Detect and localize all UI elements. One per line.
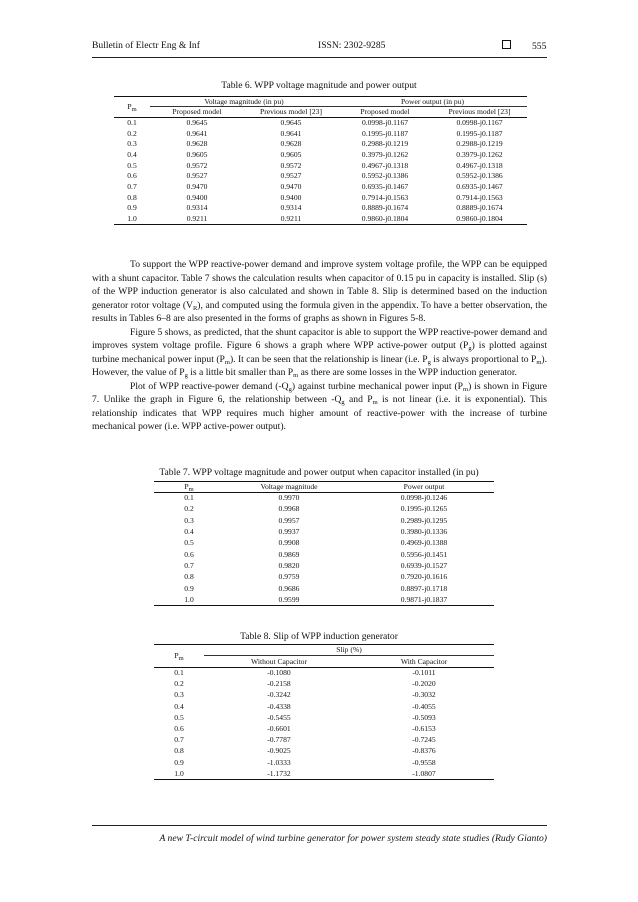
paragraph-1: To support the WPP reactive-power demand and improve system voltage profile, the WPP can be equipped with a shunt capacitor. Table 7 shows the calculation results when capacitor of 0.15 pu in capacity is installed. Slip (s) of the WPP induction generator is also calculated and shown in Table 8. Slip is determined based on the induction generator rotor voltage $(V_R)$, and computed using the formula given in the appendix. To have a better observation, the results in Tables 6–8 are also presented in the forms of graphs as shown in Figures 5-8.	[92, 259, 547, 324]
table6-row	[114, 139, 527, 150]
table8-cell: -0.7245	[412, 735, 436, 745]
table6-cell: 0.0998-j0.1167	[361, 118, 409, 128]
table6-cell: 0.9641	[186, 128, 208, 138]
table6	[114, 96, 527, 225]
table8-cell: -0.4055	[412, 701, 436, 711]
table7-cell: 0.9970	[278, 493, 300, 503]
table8-cell: -0.6601	[267, 724, 291, 734]
table8-pm-header: $P_m$	[154, 645, 204, 668]
table8-row	[154, 712, 494, 723]
table7-cell: 0.9599	[278, 594, 300, 604]
table8-cell: 0.2	[174, 679, 184, 689]
table7-cell: 0.9759	[278, 572, 300, 582]
table6-cell: 0.8889-j0.1674	[361, 203, 409, 213]
table8-subheader: Without Capacitor	[251, 656, 307, 666]
table8-row	[154, 757, 494, 768]
table7-cell: 0.6	[184, 549, 194, 559]
table6-cell: 0.9572	[186, 160, 208, 170]
table6-cell: 0.4967-j0.1318	[361, 160, 409, 170]
table6-cell: 0.5952-j0.1386	[456, 171, 503, 181]
table8-cell: -0.4338	[267, 701, 291, 711]
table8-subheader: With Capacitor	[400, 656, 448, 666]
table8-caption: Table 8. Slip of WPP induction generator	[240, 631, 398, 642]
table7-cell: 0.9957	[278, 515, 300, 525]
table6-cell: 0.0998-j0.1167	[456, 118, 503, 128]
table7-caption: Table 7. WPP voltage magnitude and power output when capacitor installed (in pu)	[159, 467, 479, 478]
table7-cell: 1.0	[184, 594, 194, 604]
table8-cell: -0.1080	[267, 668, 291, 678]
table6-cell: 0.9400	[280, 192, 302, 202]
table6-power-group: Power output (in pu)	[338, 97, 527, 107]
table7-row	[154, 560, 494, 571]
table6-pm-header: $P_m$	[114, 97, 150, 118]
table7-cell: 0.9937	[278, 527, 300, 537]
header-rule	[92, 57, 547, 58]
table7-cell: 0.1995-j0.1265	[400, 504, 448, 514]
table7-cell: 0.6939-j0.1527	[400, 560, 448, 570]
table7-cell: 0.9869	[278, 549, 300, 559]
table6-cell: 0.4967-j0.1318	[456, 160, 503, 170]
paragraph-3: Plot of WPP reactive-power demand $(-Q_g)$ against turbine mechanical power input $(P_m)$ is shown in Figure 7. Unlike the graph in Figure 6, the relationship between $-Q_g$ and $P_m$ is not linear (i.e. it is exponential). This relationship indicates that WPP requires much higher amount of reactive-power with the increase of turbine mechanical power (i.e. WPP active-power output).	[92, 380, 548, 432]
table8-row	[154, 690, 494, 701]
table8-cell: -0.8376	[412, 746, 436, 756]
table6-cell: 0.9211	[280, 213, 302, 223]
table6-cell: 0.9314	[186, 203, 208, 213]
table6-subheader: Proposed model	[360, 107, 410, 117]
table6-cell: 0.7914-j0.1563	[456, 192, 503, 202]
table8-cell: 0.9	[174, 757, 184, 767]
table8-row	[154, 723, 494, 734]
table8-row	[154, 768, 494, 779]
table6-cell: 0.1	[127, 118, 137, 128]
table7-cell: 0.7920-j0.1616	[400, 572, 448, 582]
table7-cell: 0.8	[184, 572, 194, 582]
table6-cell: 0.9527	[280, 171, 302, 181]
table6-row	[114, 214, 527, 225]
table6-cell: 0.8	[127, 192, 137, 202]
table8-cell: 0.8	[174, 746, 184, 756]
table6-cell: 0.9645	[280, 118, 302, 128]
table6-cell: 0.9860-j0.1804	[456, 213, 503, 223]
table7-cell: 0.9968	[278, 504, 300, 514]
table7-cell: 0.9686	[278, 583, 300, 593]
table8-row	[154, 735, 494, 746]
table8-row	[154, 668, 494, 679]
table8-cell: -0.6153	[412, 724, 436, 734]
table7-cell: 0.3980-j0.1336	[400, 527, 448, 537]
table6-row	[114, 203, 527, 214]
table8-cell: 1.0	[174, 768, 184, 778]
table7-cell: 0.0998-j0.1246	[400, 493, 448, 503]
table7-row	[154, 515, 494, 526]
table8-cell: 0.4	[174, 701, 184, 711]
table6-cell: 0.9	[127, 203, 137, 213]
table6-cell: 0.2988-j0.1219	[456, 139, 503, 149]
table8-cell: -1.0333	[267, 757, 291, 767]
table6-cell: 0.9470	[186, 181, 208, 191]
table6-cell: 0.3979-j0.1262	[361, 149, 409, 159]
table6-cell: 1.0	[127, 213, 137, 223]
table6-caption: Table 6. WPP voltage magnitude and power output	[221, 80, 417, 91]
table6-cell: 0.9645	[186, 118, 208, 128]
table8-row	[154, 746, 494, 757]
table6-cell: 0.6	[127, 171, 137, 181]
table6-cell: 0.9860-j0.1804	[361, 213, 409, 223]
table6-cell: 0.8889-j0.1674	[456, 203, 503, 213]
page-number-block	[502, 40, 546, 52]
table7-pm-header: $P_m$	[184, 482, 194, 494]
issn: ISSN: 2302-9285	[318, 40, 386, 51]
table7-row	[154, 583, 494, 594]
table7-row	[154, 549, 494, 560]
table6-cell: 0.3	[127, 139, 137, 149]
running-footer: A new T-circuit model of wind turbine generator for power system steady state studies (Rudy Gianto)	[159, 833, 547, 844]
table8-row	[154, 679, 494, 690]
table6-cell: 0.9628	[280, 139, 302, 149]
table6-subheader: Previous model [23]	[259, 107, 322, 117]
table6-subheader: Previous model [23]	[448, 107, 511, 117]
table6-row	[114, 150, 527, 161]
table6-cell: 0.9641	[280, 128, 302, 138]
table8	[154, 644, 494, 780]
table6-row	[114, 128, 527, 139]
table7-cell: 0.5956-j0.1451	[400, 549, 448, 559]
table7-cell: 0.4969-j0.1388	[400, 538, 448, 548]
table6-row	[114, 171, 527, 182]
table6-cell: 0.9527	[186, 171, 208, 181]
table8-cell: -0.2020	[412, 679, 436, 689]
table6-cell: 0.2	[127, 128, 137, 138]
table7-cell: 0.1	[184, 493, 194, 503]
table7-row	[154, 594, 494, 605]
table6-cell: 0.5	[127, 160, 137, 170]
table6-cell: 0.5952-j0.1386	[361, 171, 409, 181]
table7-cell: 0.8897-j0.1718	[400, 583, 448, 593]
table6-cell: 0.6935-j0.1467	[361, 181, 409, 191]
table8-cell: 0.6	[174, 724, 184, 734]
table6-cell: 0.6935-j0.1467	[456, 181, 503, 191]
table8-cell: -0.7787	[267, 735, 291, 745]
table6-cell: 0.9628	[186, 139, 208, 149]
table7-cell: 0.2	[184, 504, 194, 514]
table8-cell: 0.3	[174, 690, 184, 700]
table7-cell: 0.4	[184, 527, 194, 537]
page-number: 555	[532, 41, 547, 52]
table8-cell: -0.5093	[412, 712, 436, 722]
table8-row	[154, 701, 494, 712]
table6-subheader: Proposed model	[172, 107, 222, 117]
table7-row	[154, 504, 494, 515]
table8-cell: -0.2158	[267, 679, 291, 689]
table6-row	[114, 182, 527, 193]
table8-cell: -1.1732	[267, 768, 291, 778]
table8-cell: -1.0807	[412, 768, 436, 778]
running-header	[0, 40, 638, 54]
footer-rule	[92, 825, 547, 826]
table6-cell: 0.2988-j0.1219	[361, 139, 409, 149]
table7-cell: 0.3	[184, 515, 194, 525]
table7-cell: 0.5	[184, 538, 194, 548]
table6-cell: 0.9400	[186, 192, 208, 202]
table7-row	[154, 526, 494, 537]
table8-cell: -0.3032	[412, 690, 436, 700]
table8-cell: -0.3242	[267, 690, 291, 700]
table8-cell: -0.1011	[412, 668, 436, 678]
table7-row	[154, 493, 494, 504]
table7-cell: 0.9908	[278, 538, 300, 548]
table8-cell: -0.5455	[267, 712, 291, 722]
table6-cell: 0.9605	[280, 149, 302, 159]
paragraph-2: Figure 5 shows, as predicted, that the shunt capacitor is able to support the WPP reactive-power demand and improves system voltage profile. Figure 6 shows a graph where WPP active-power output $(P_g)$ is plotted against turbine mechanical power input $(P_m)$. It can be seen that the relationship is linear (i.e. $P_g$ is always proportional to $P_m$). However, the value of $P_g$ is a little bit smaller than $P_m$ as there are some losses in the WPP induction generator.	[92, 326, 548, 379]
checkbox-square-icon	[502, 40, 511, 49]
table6-voltage-group: Voltage magnitude (in pu)	[150, 97, 338, 107]
table8-cell: 0.7	[174, 735, 184, 745]
table8-cell: -0.9558	[412, 757, 436, 767]
table7-cell: 0.2989-j0.1295	[400, 515, 448, 525]
table7-row	[154, 572, 494, 583]
table6-row	[114, 160, 527, 171]
table6-cell: 0.3979-j0.1262	[456, 149, 503, 159]
table8-cell: 0.1	[174, 668, 184, 678]
table8-slip-group: Slip (%)	[204, 645, 494, 656]
table6-cell: 0.7914-j0.1563	[361, 192, 409, 202]
table6-cell: 0.9211	[186, 213, 208, 223]
table6-cell: 0.7	[127, 181, 137, 191]
table6-row	[114, 118, 527, 129]
table6-cell: 0.1995-j0.1187	[456, 128, 503, 138]
table6-row	[114, 192, 527, 203]
table6-cell: 0.9470	[280, 181, 302, 191]
table7-cell: 0.9	[184, 583, 194, 593]
journal-name: Bulletin of Electr Eng & Inf	[92, 40, 200, 51]
table8-cell: 0.5	[174, 712, 184, 722]
table7-row	[154, 538, 494, 549]
table7-cell: 0.9820	[278, 560, 300, 570]
body-text	[92, 258, 547, 434]
table6-cell: 0.4	[127, 149, 137, 159]
table7	[154, 481, 494, 606]
table7-cell: 0.7	[184, 560, 194, 570]
table7-cell: 0.9871-j0.1837	[400, 594, 448, 604]
table6-cell: 0.9572	[280, 160, 302, 170]
table7-power-header: Power output	[403, 482, 445, 492]
table8-cell: -0.9025	[267, 746, 291, 756]
table7-voltage-header: Voltage magnitude	[260, 482, 318, 492]
table6-cell: 0.9314	[280, 203, 302, 213]
table6-cell: 0.1995-j0.1187	[361, 128, 409, 138]
table6-cell: 0.9605	[186, 149, 208, 159]
